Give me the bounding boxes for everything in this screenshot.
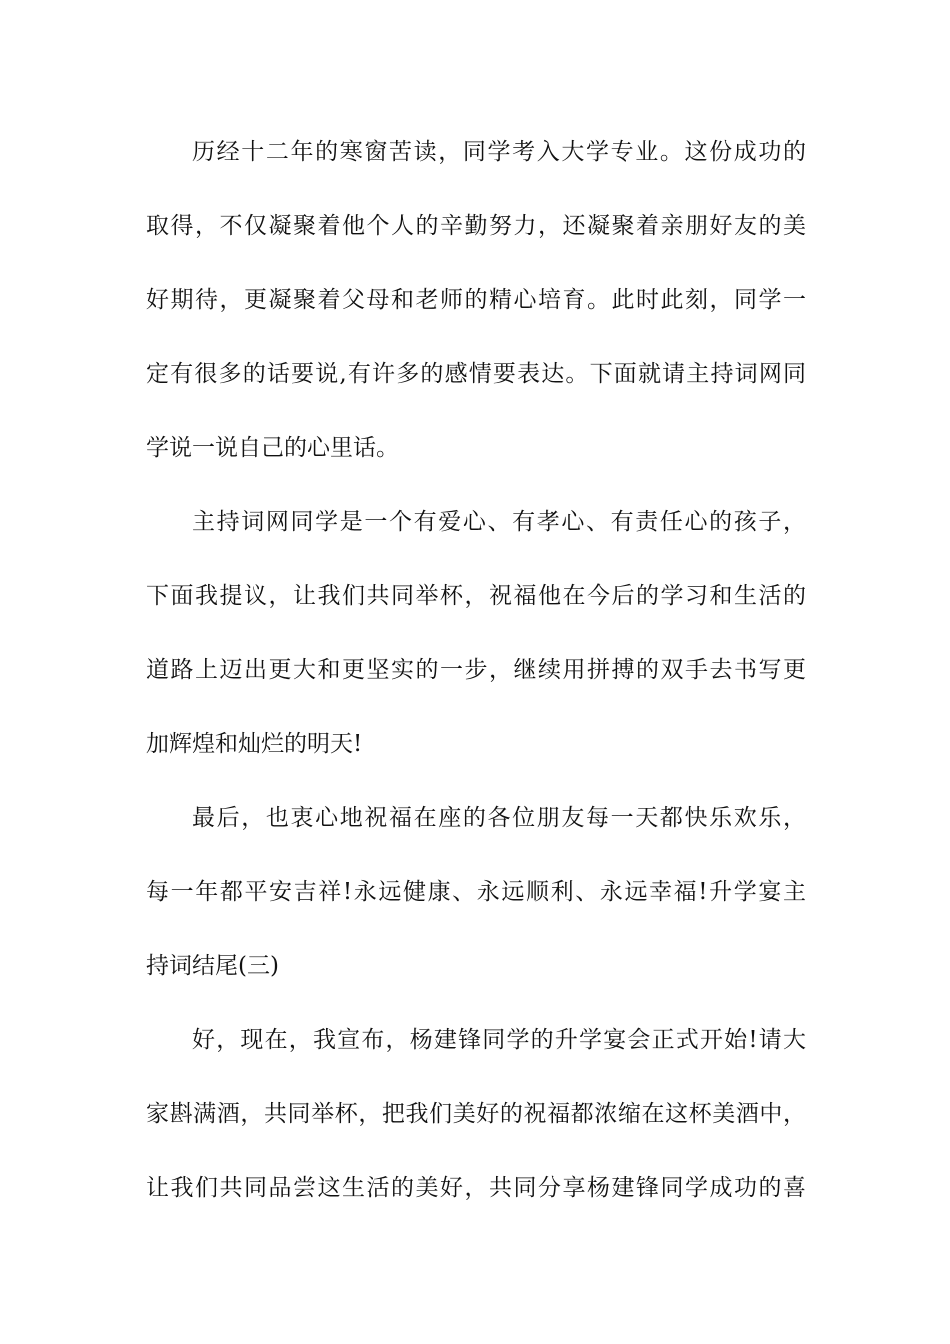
text-line: 每一年都平安吉祥!永远健康、永远顺利、永远幸福!升学宴主 [146,879,806,905]
text-line: 历经十二年的寒窗苦读，同学考入大学专业。这份成功的 [192,139,806,165]
text-line: 好，现在，我宣布，杨建锋同学的升学宴会正式开始!请大 [192,1027,806,1053]
text-line: 让我们共同品尝这生活的美好，共同分享杨建锋同学成功的喜 [146,1175,806,1201]
text-line: 最后，也衷心地祝福在座的各位朋友每一天都快乐欢乐， [192,805,806,831]
paragraph-1 [146,128,806,472]
text-line: 下面我提议，让我们共同举杯，祝福他在今后的学习和生活的 [146,583,806,609]
text-line: 家斟满酒，共同举杯，把我们美好的祝福都浓缩在这杯美酒中， [146,1101,806,1127]
paragraph-2 [146,498,806,768]
text-line: 定有很多的话要说,有许多的感情要表达。下面就请主持词网同 [146,361,806,387]
text-line: 好期待，更凝聚着父母和老师的精心培育。此时此刻，同学一 [146,287,806,313]
text-line: 持词结尾(三) [146,953,279,979]
body-text [146,128,806,1238]
text-line: 加辉煌和灿烂的明天! [146,731,363,757]
text-line: 学说一说自己的心里话。 [146,435,399,461]
text-line: 道路上迈出更大和更坚实的一步，继续用拼搏的双手去书写更 [146,657,806,683]
text-line: 取得，不仅凝聚着他个人的辛勤努力，还凝聚着亲朋好友的美 [146,213,806,239]
text-line: 主持词网同学是一个有爱心、有孝心、有责任心的孩子， [192,509,806,535]
paragraph-4 [146,1016,806,1212]
paragraph-3 [146,794,806,990]
